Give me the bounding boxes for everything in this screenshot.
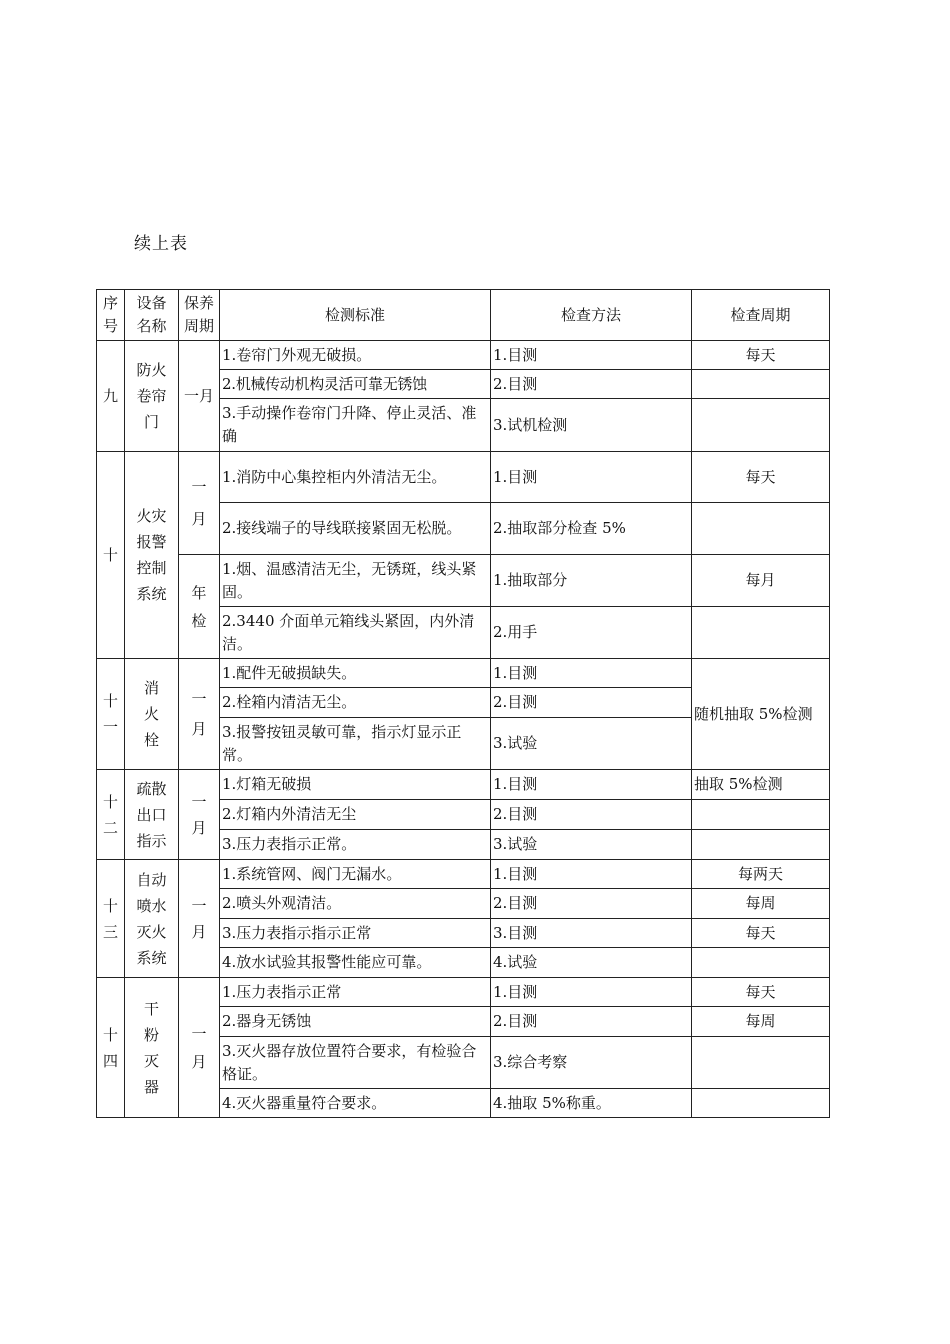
cycle-cell: 每两天 bbox=[692, 860, 830, 889]
group-seq: 十 bbox=[97, 452, 125, 659]
group-name: 消 火 栓 bbox=[125, 659, 179, 770]
group-name: 火灾 报警 控制 系统 bbox=[125, 452, 179, 659]
table-row bbox=[97, 978, 830, 1007]
header-cycle: 检查周期 bbox=[692, 290, 830, 341]
cycle-cell: 抽取 5%检测 bbox=[692, 770, 830, 800]
table-row bbox=[97, 860, 830, 889]
standard-cell: 3.手动操作卷帘门升降、停止灵活、准确 bbox=[220, 399, 491, 452]
group-seq: 十 四 bbox=[97, 978, 125, 1118]
method-cell: 2.用手 bbox=[491, 607, 692, 659]
standard-cell: 3.报警按钮灵敏可靠，指示灯显示正常。 bbox=[220, 718, 491, 770]
cycle-cell bbox=[692, 830, 830, 860]
method-cell: 2.抽取部分检查 5% bbox=[491, 503, 692, 555]
cycle-cell: 每月 bbox=[692, 555, 830, 607]
cycle-cell: 每周 bbox=[692, 1007, 830, 1037]
group-seq: 十 二 bbox=[97, 770, 125, 860]
method-cell: 1.目测 bbox=[491, 860, 692, 889]
table-row bbox=[97, 555, 830, 607]
method-cell: 2.目测 bbox=[491, 1007, 692, 1037]
header-standard: 检测标准 bbox=[220, 290, 491, 341]
method-cell: 2.目测 bbox=[491, 800, 692, 830]
table-row bbox=[97, 341, 830, 370]
standard-cell: 1.消防中心集控柜内外清洁无尘。 bbox=[220, 452, 491, 503]
header-period: 保养 周期 bbox=[179, 290, 220, 341]
group-period: 一 月 bbox=[179, 978, 220, 1118]
standard-cell: 3.压力表指示指示正常 bbox=[220, 919, 491, 948]
group-seq: 十 一 bbox=[97, 659, 125, 770]
standard-cell: 2.器身无锈蚀 bbox=[220, 1007, 491, 1037]
method-cell: 3.试验 bbox=[491, 718, 692, 770]
method-cell: 2.目测 bbox=[491, 688, 692, 718]
method-cell: 1.抽取部分 bbox=[491, 555, 692, 607]
standard-cell: 1.压力表指示正常 bbox=[220, 978, 491, 1007]
cycle-cell: 每天 bbox=[692, 978, 830, 1007]
group-seq: 十 三 bbox=[97, 860, 125, 978]
method-cell: 1.目测 bbox=[491, 452, 692, 503]
group-seq: 九 bbox=[97, 341, 125, 452]
method-cell: 3.试机检测 bbox=[491, 399, 692, 452]
cycle-cell bbox=[692, 503, 830, 555]
group-name: 防火 卷帘 门 bbox=[125, 341, 179, 452]
cycle-cell: 每天 bbox=[692, 919, 830, 948]
cycle-cell bbox=[692, 1037, 830, 1089]
method-cell: 3.综合考察 bbox=[491, 1037, 692, 1089]
standard-cell: 3.灭火器存放位置符合要求，有检验合格证。 bbox=[220, 1037, 491, 1089]
table-caption: 续上表 bbox=[134, 234, 188, 254]
method-cell: 4.试验 bbox=[491, 948, 692, 978]
table-row bbox=[97, 452, 830, 503]
standard-cell: 1.系统管网、阀门无漏水。 bbox=[220, 860, 491, 889]
standard-cell: 1.卷帘门外观无破损。 bbox=[220, 341, 491, 370]
cycle-cell bbox=[692, 1089, 830, 1118]
group-period: 一 月 bbox=[179, 770, 220, 860]
method-cell: 4.抽取 5%称重。 bbox=[491, 1089, 692, 1118]
standard-cell: 1.烟、温感清洁无尘，无锈斑，线头紧固。 bbox=[220, 555, 491, 607]
cycle-cell: 随机抽取 5%检测 bbox=[692, 659, 830, 770]
table-row bbox=[97, 659, 830, 688]
standard-cell: 2.栓箱内清洁无尘。 bbox=[220, 688, 491, 718]
method-cell: 3.试验 bbox=[491, 830, 692, 860]
standard-cell: 2.灯箱内外清洁无尘 bbox=[220, 800, 491, 830]
group-name: 自动 喷水 灭火 系统 bbox=[125, 860, 179, 978]
header-name: 设备 名称 bbox=[125, 290, 179, 341]
header-method: 检查方法 bbox=[491, 290, 692, 341]
table-row bbox=[97, 770, 830, 800]
standard-cell: 2.接线端子的导线联接紧固无松脱。 bbox=[220, 503, 491, 555]
method-cell: 1.目测 bbox=[491, 770, 692, 800]
group-period: 一 月 bbox=[179, 452, 220, 555]
group-period: 一 月 bbox=[179, 860, 220, 978]
cycle-cell bbox=[692, 607, 830, 659]
standard-cell: 4.放水试验其报警性能应可靠。 bbox=[220, 948, 491, 978]
method-cell: 2.目测 bbox=[491, 889, 692, 919]
group-name: 干 粉 灭 器 bbox=[125, 978, 179, 1118]
standard-cell: 2.3440 介面单元箱线头紧固，内外清洁。 bbox=[220, 607, 491, 659]
method-cell: 3.目测 bbox=[491, 919, 692, 948]
standard-cell: 1.配件无破损缺失。 bbox=[220, 659, 491, 688]
standard-cell: 2.机械传动机构灵活可靠无锈蚀 bbox=[220, 370, 491, 399]
cycle-cell bbox=[692, 370, 830, 399]
method-cell: 1.目测 bbox=[491, 659, 692, 688]
group-name: 疏散 出口 指示 bbox=[125, 770, 179, 860]
group-period: 年 检 bbox=[179, 555, 220, 659]
standard-cell: 1.灯箱无破损 bbox=[220, 770, 491, 800]
inspection-table bbox=[96, 289, 830, 1118]
cycle-cell bbox=[692, 399, 830, 452]
cycle-cell bbox=[692, 948, 830, 978]
header-seq: 序 号 bbox=[97, 290, 125, 341]
group-period: 一 月 bbox=[179, 659, 220, 770]
standard-cell: 3.压力表指示正常。 bbox=[220, 830, 491, 860]
method-cell: 1.目测 bbox=[491, 978, 692, 1007]
cycle-cell: 每天 bbox=[692, 452, 830, 503]
standard-cell: 4.灭火器重量符合要求。 bbox=[220, 1089, 491, 1118]
group-period: 一月 bbox=[179, 341, 220, 452]
cycle-cell: 每天 bbox=[692, 341, 830, 370]
method-cell: 2.目测 bbox=[491, 370, 692, 399]
table-header-row bbox=[97, 290, 830, 341]
standard-cell: 2.喷头外观清洁。 bbox=[220, 889, 491, 919]
cycle-cell: 每周 bbox=[692, 889, 830, 919]
method-cell: 1.目测 bbox=[491, 341, 692, 370]
cycle-cell bbox=[692, 800, 830, 830]
